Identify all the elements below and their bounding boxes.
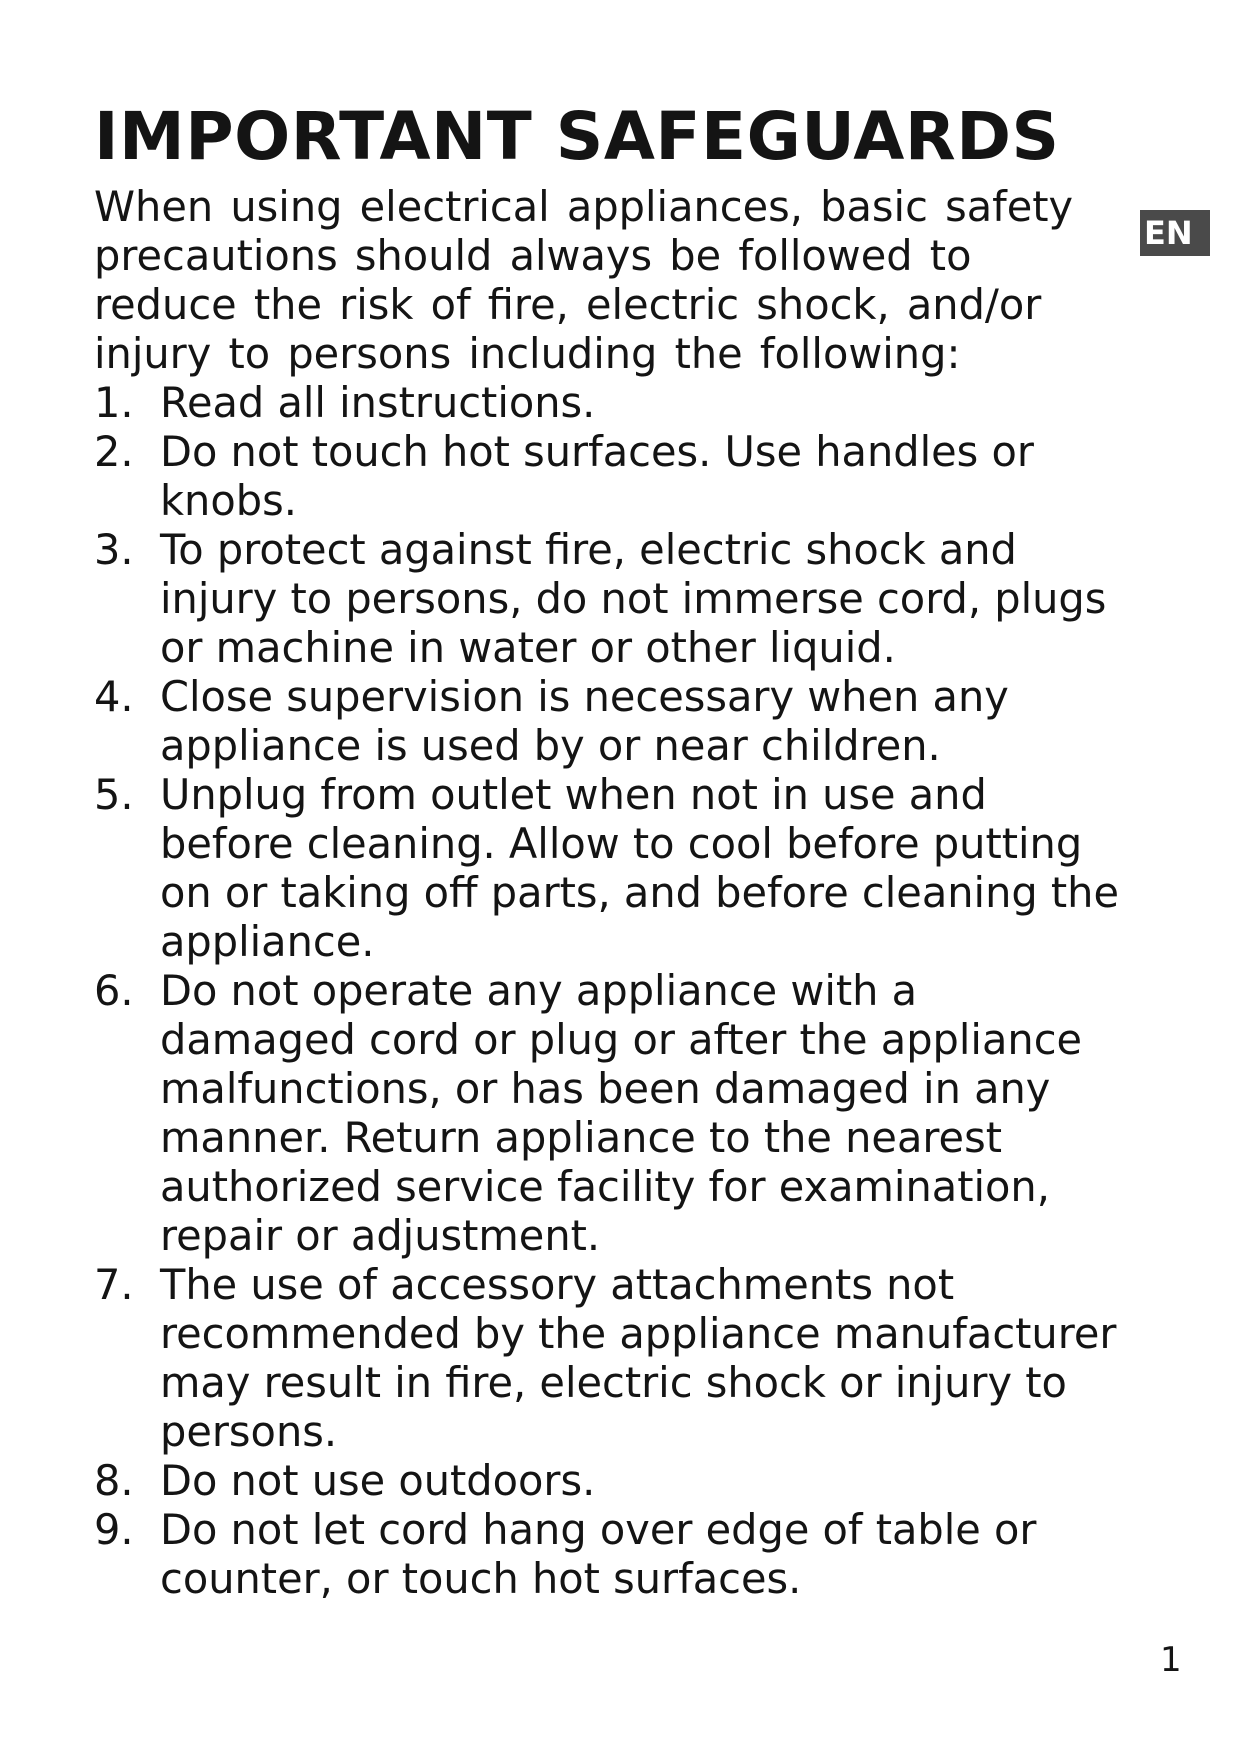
item-number: 8.: [94, 1456, 134, 1505]
list-item: [94, 525, 1124, 672]
item-text: Close supervision is necessary when any appliance is used by or near children.: [160, 672, 1009, 770]
item-number: 4.: [94, 672, 134, 721]
list-item: [94, 672, 1124, 770]
list-item: [94, 770, 1124, 966]
page-title: IMPORTANT SAFEGUARDS: [94, 98, 1060, 175]
item-text: Do not touch hot surfaces. Use handles or knobs.: [160, 427, 1034, 525]
item-text: The use of accessory attachments not recommended by the appliance manufacturer may result in fire, electric shock or injury to persons.: [160, 1260, 1117, 1456]
list-item: [94, 378, 1124, 427]
item-text: Do not operate any appliance with a damaged cord or plug or after the appliance malfunctions, or has been damaged in any manner. Return appliance to the nearest authorized service facility for examination, repair or adjustment.: [160, 966, 1083, 1260]
item-text: Unplug from outlet when not in use and before cleaning. Allow to cool before putting on or taking off parts, and before cleaning the appliance.: [160, 770, 1120, 966]
list-item: [94, 966, 1124, 1260]
list-item: [94, 1456, 1124, 1505]
safeguards-list: [94, 378, 1124, 1603]
language-tab: EN: [1140, 210, 1210, 256]
item-number: 7.: [94, 1260, 134, 1309]
item-number: 3.: [94, 525, 134, 574]
item-number: 2.: [94, 427, 134, 476]
item-text: To protect against fire, electric shock and injury to persons, do not immerse cord, plugs or machine in water or other liquid.: [160, 525, 1107, 672]
page-number: 1: [1160, 1640, 1182, 1680]
item-text: Do not use outdoors.: [160, 1456, 596, 1505]
intro-paragraph: When using electrical appliances, basic safety precautions should always be followed to reduce the risk of fire, electric shock, and/or injury to persons including the following:: [94, 182, 1074, 378]
item-number: 1.: [94, 378, 134, 427]
list-item: [94, 1505, 1124, 1603]
item-number: 5.: [94, 770, 134, 819]
list-item: [94, 1260, 1124, 1456]
item-text: Read all instructions.: [160, 378, 596, 427]
item-number: 9.: [94, 1505, 134, 1554]
list-item: [94, 427, 1124, 525]
item-text: Do not let cord hang over edge of table or counter, or touch hot surfaces.: [160, 1505, 1037, 1603]
item-number: 6.: [94, 966, 134, 1015]
